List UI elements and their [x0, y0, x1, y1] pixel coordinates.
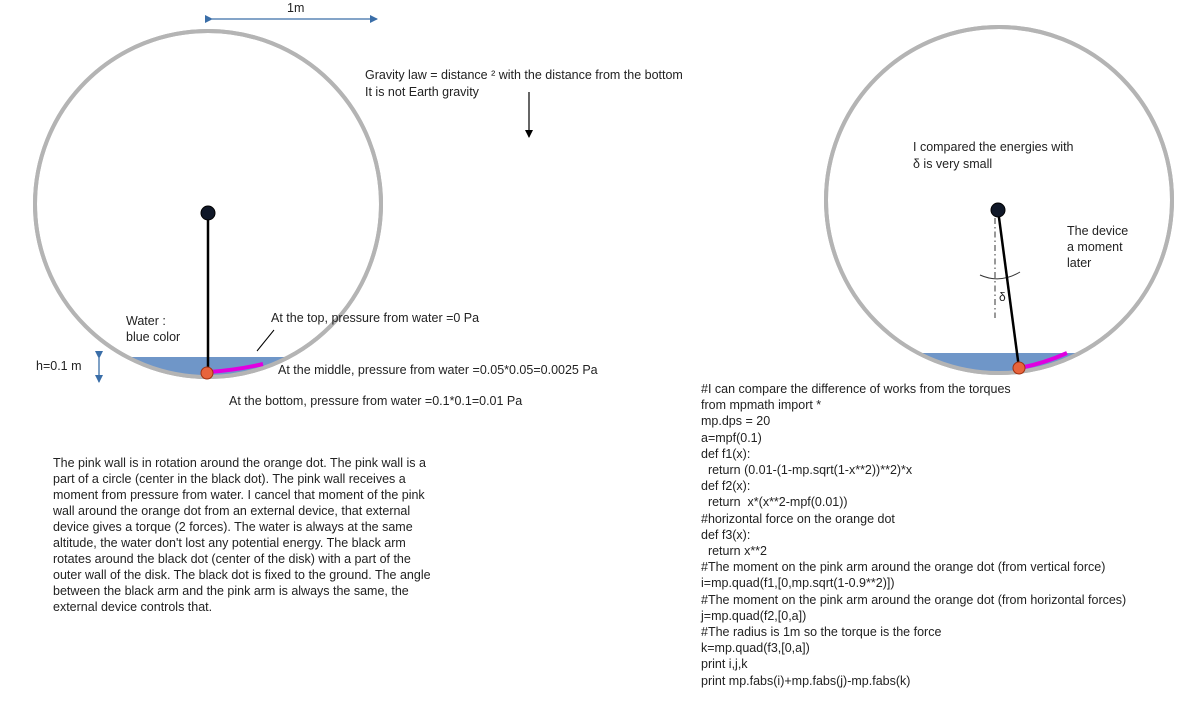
- width-label: 1m: [287, 1, 305, 15]
- description-line: device gives a torque (2 forces). The water is always at the same: [53, 520, 413, 534]
- code-line: def f1(x):: [701, 446, 751, 461]
- code-line: from mpmath import *: [701, 398, 822, 413]
- bottom-pressure-label: At the bottom, pressure from water =0.1*0.1=0.01 Pa: [229, 394, 523, 408]
- code-line: print i,j,k: [701, 657, 748, 672]
- energy-note-line-2: δ is very small: [913, 157, 993, 171]
- code-line: j=mp.quad(f2,[0,a]): [701, 608, 807, 623]
- description-line: altitude, the water don't lost any potential energy. The black arm: [53, 536, 406, 550]
- description-paragraph: [53, 455, 493, 615]
- top-pressure-pointer: [257, 330, 274, 351]
- code-line: #I can compare the difference of works from the torques: [701, 382, 1011, 396]
- code-line: return (0.01-(1-mp.sqrt(1-x**2))**2)*x: [701, 463, 913, 478]
- orange-dot: [201, 367, 213, 379]
- code-line: return x*(x**2-mpf(0.01)): [701, 495, 848, 510]
- energy-note-line-1: I compared the energies with: [913, 140, 1074, 154]
- description-line: rotates around the black dot (center of the disk) with a part of the: [53, 552, 411, 566]
- code-line: #The radius is 1m so the torque is the force: [701, 625, 942, 640]
- code-line: a=mpf(0.1): [701, 430, 762, 445]
- code-line: print mp.fabs(i)+mp.fabs(j)-mp.fabs(k): [701, 673, 911, 688]
- middle-pressure-label: At the middle, pressure from water =0.05*0.05=0.0025 Pa: [278, 363, 598, 377]
- gravity-note-line-1: Gravity law = distance ² with the distance from the bottom: [365, 68, 683, 82]
- right-device: [826, 27, 1172, 383]
- water-label-line-1: Water :: [126, 314, 166, 328]
- code-line: i=mp.quad(f1,[0,mp.sqrt(1-0.9**2)]): [701, 576, 895, 591]
- code-line: #horizontal force on the orange dot: [701, 511, 895, 526]
- description-line: external device controls that.: [53, 600, 213, 614]
- description-line: The pink wall is in rotation around the orange dot. The pink wall is a: [53, 456, 426, 470]
- description-line: between the black arm and the pink arm is always the same, the: [53, 584, 409, 598]
- code-block: [701, 381, 1126, 689]
- right-orange-dot: [1013, 362, 1025, 374]
- later-label-line-3: later: [1067, 256, 1092, 270]
- description-line: wall around the orange dot from an external device, that external: [53, 504, 411, 518]
- code-line: mp.dps = 20: [701, 414, 771, 429]
- code-line: #The moment on the pink arm around the orange dot (from horizontal forces): [701, 592, 1127, 607]
- black-dot: [201, 206, 215, 220]
- code-line: def f2(x):: [701, 479, 751, 494]
- code-line: return x**2: [701, 544, 768, 559]
- description-line: moment from pressure from water. I cancel that moment of the pink: [53, 488, 425, 502]
- top-pressure-label: At the top, pressure from water =0 Pa: [271, 311, 480, 325]
- delta-angle-label: δ: [999, 290, 1006, 304]
- angle-arc: [980, 272, 1020, 279]
- code-line: k=mp.quad(f3,[0,a]): [701, 641, 810, 656]
- later-label-line-2: a moment: [1067, 240, 1123, 254]
- right-black-dot: [991, 203, 1005, 217]
- water-label-line-2: blue color: [126, 330, 181, 344]
- height-label: h=0.1 m: [36, 359, 82, 373]
- gravity-note-line-2: It is not Earth gravity: [365, 85, 479, 99]
- code-line: #The moment on the pink arm around the orange dot (from vertical force): [701, 560, 1106, 575]
- description-line: part of a circle (center in the black dot). The pink wall receives a: [53, 472, 406, 486]
- later-label-line-1: The device: [1067, 224, 1129, 238]
- left-device: [35, 19, 381, 387]
- code-line: def f3(x):: [701, 527, 751, 542]
- description-line: outer wall of the disk. The black dot is fixed to the ground. The angle: [53, 568, 431, 582]
